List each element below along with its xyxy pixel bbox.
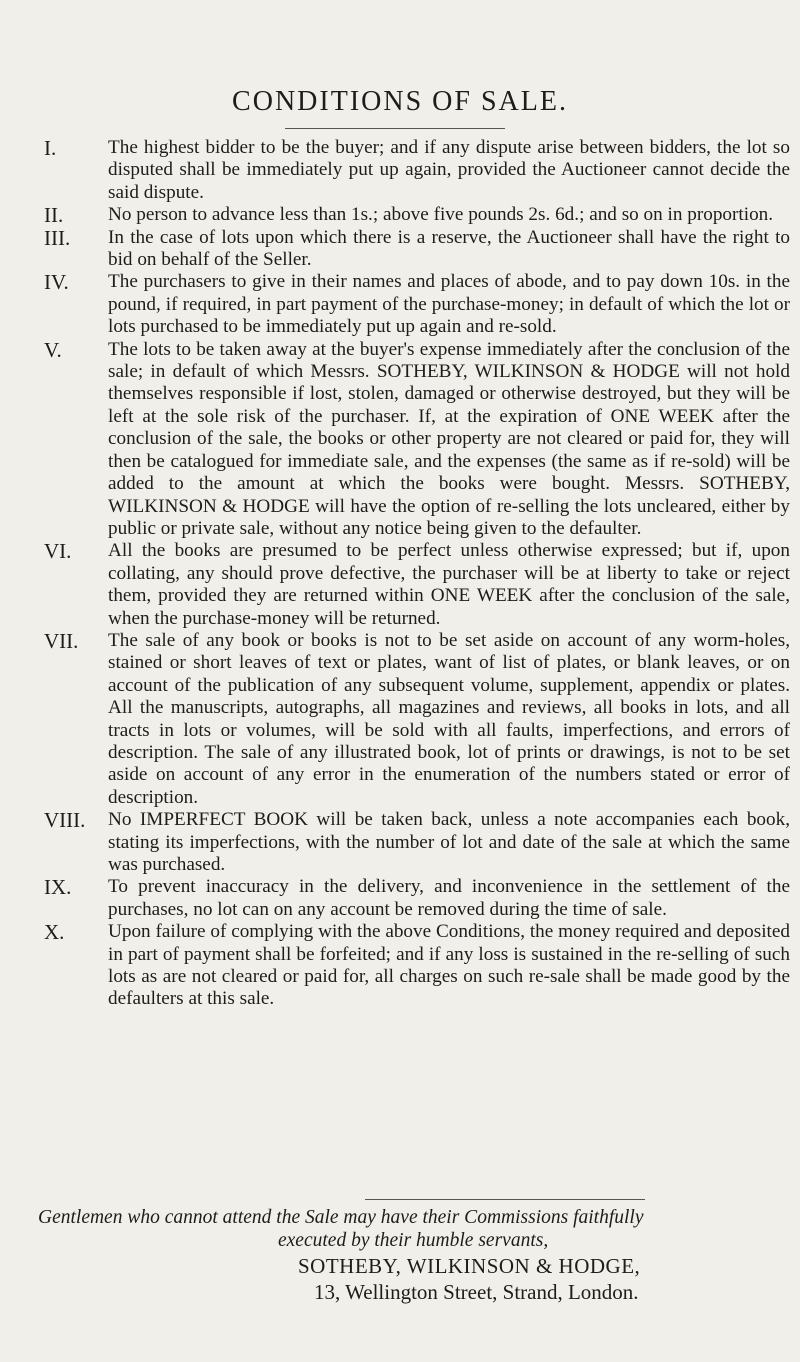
- condition-text: The sale of any book or books is not to be set aside on account of any worm-holes, stained or short leaves of text or plates, want of list of plates, or blank leaves, or on account of the publication of any subsequent volume, supplement, appendix or plates. All the manuscripts, autographs, all magazines and reviews, all books in lots, and all tracts in lots or volumes, will be sold with all faults, imperfections, and errors of description. The sale of any illustrated book, lot of prints or drawings, is not to be set aside on account of any error in the enumeration of the numbers stated or error of description.: [108, 629, 790, 808]
- condition-text: All the books are presumed to be perfect unless otherwise expressed; but if, upon collating, any should prove defective, the purchaser will be at liberty to take or reject them, provided they are returned within ONE WEEK after the conclusion of the sale, when the purchase-money will be returned.: [108, 540, 790, 629]
- condition-text: No person to advance less than 1s.; above five pounds 2s. 6d.; and so on in proportion.: [108, 204, 774, 226]
- condition-number: I.: [44, 136, 57, 160]
- condition-item: [44, 204, 796, 226]
- condition-number: X.: [44, 920, 65, 945]
- condition-number: II.: [44, 203, 64, 228]
- condition-text: No IMPERFECT BOOK will be taken back, unless a note accompanies each book, stating its imperfections, with the number of lot and date of the sale at which the same was purchased.: [108, 809, 790, 875]
- condition-text: The lots to be taken away at the buyer's expense immediately after the conclusion of the sale; in default of which Messrs. SOTHEBY, WILKINSON & HODGE will not hold themselves responsible if lost, stolen, damaged or otherwise destroyed, but they will be left at the sole risk of the purchaser. If, at the expiration of ONE WEEK after the conclusion of the sale, the books or other property are not cleared or paid for, they will then be catalogued for immediate sale, and the expenses (the same as if re-sold) will be added to the amount at which the books were bought. Messrs. SOTHEBY, WILKINSON & HODGE will have the option of re-selling the lots uncleared, either by public or private sale, without any notice being given to the defaulter.: [108, 338, 790, 539]
- condition-item: [44, 921, 796, 1011]
- condition-number: III.: [44, 225, 71, 250]
- firm-name: SOTHEBY, WILKINSON & HODGE,: [298, 1254, 641, 1278]
- condition-number: VI.: [44, 539, 72, 564]
- condition-item: [44, 137, 796, 204]
- condition-text: To prevent inaccuracy in the delivery, and inconvenience in the settlement of the purchases, no lot can on any account be removed during the time of sale.: [108, 876, 790, 920]
- condition-item: [44, 630, 796, 809]
- condition-number: VII.: [44, 628, 79, 653]
- condition-text: In the case of lots upon which there is a reserve, the Auctioneer shall have the right to bid on behalf of the Seller.: [108, 226, 790, 271]
- condition-item: [44, 540, 796, 630]
- firm-address: 13, Wellington Street, Strand, London.: [314, 1280, 639, 1304]
- page-title: CONDITIONS OF SALE.: [232, 86, 568, 117]
- condition-item: [44, 339, 796, 541]
- condition-number: IV.: [44, 270, 69, 295]
- title-divider: [285, 128, 505, 129]
- condition-number: IX.: [44, 875, 72, 900]
- condition-text: The purchasers to give in their names and places of abode, and to pay down 10s. in the pound, if required, in part payment of the purchase-money; in default of which the lot or lots purchased to be immediately put up again and re-sold.: [108, 271, 790, 338]
- condition-text: Upon failure of complying with the above Conditions, the money required and deposited in part of payment shall be forfeited; and if any loss is sustained in the re-selling of such lots as are not cleared or paid for, all charges on such re-sale shall be made good by the defaulters at this sale.: [108, 921, 790, 1010]
- condition-item: [44, 271, 796, 338]
- condition-number: V.: [44, 337, 62, 362]
- footer: [38, 1206, 794, 1304]
- condition-text: The highest bidder to be the buyer; and if any dispute arise between bidders, the lot so disputed shall be immediately put up again, provided the Auctioneer cannot decide the said dispute.: [108, 137, 790, 203]
- commissions-note: [38, 1206, 794, 1252]
- condition-item: [44, 809, 796, 876]
- condition-item: [44, 227, 796, 272]
- commissions-note-line1: Gentlemen who cannot attend the Sale may have their Commissions faithfully: [38, 1207, 644, 1228]
- condition-item: [44, 876, 796, 921]
- commissions-note-line2: executed by their humble servants,: [278, 1230, 549, 1251]
- conditions-list: [44, 137, 796, 1011]
- footer-divider: [365, 1199, 645, 1200]
- condition-number: VIII.: [44, 808, 86, 833]
